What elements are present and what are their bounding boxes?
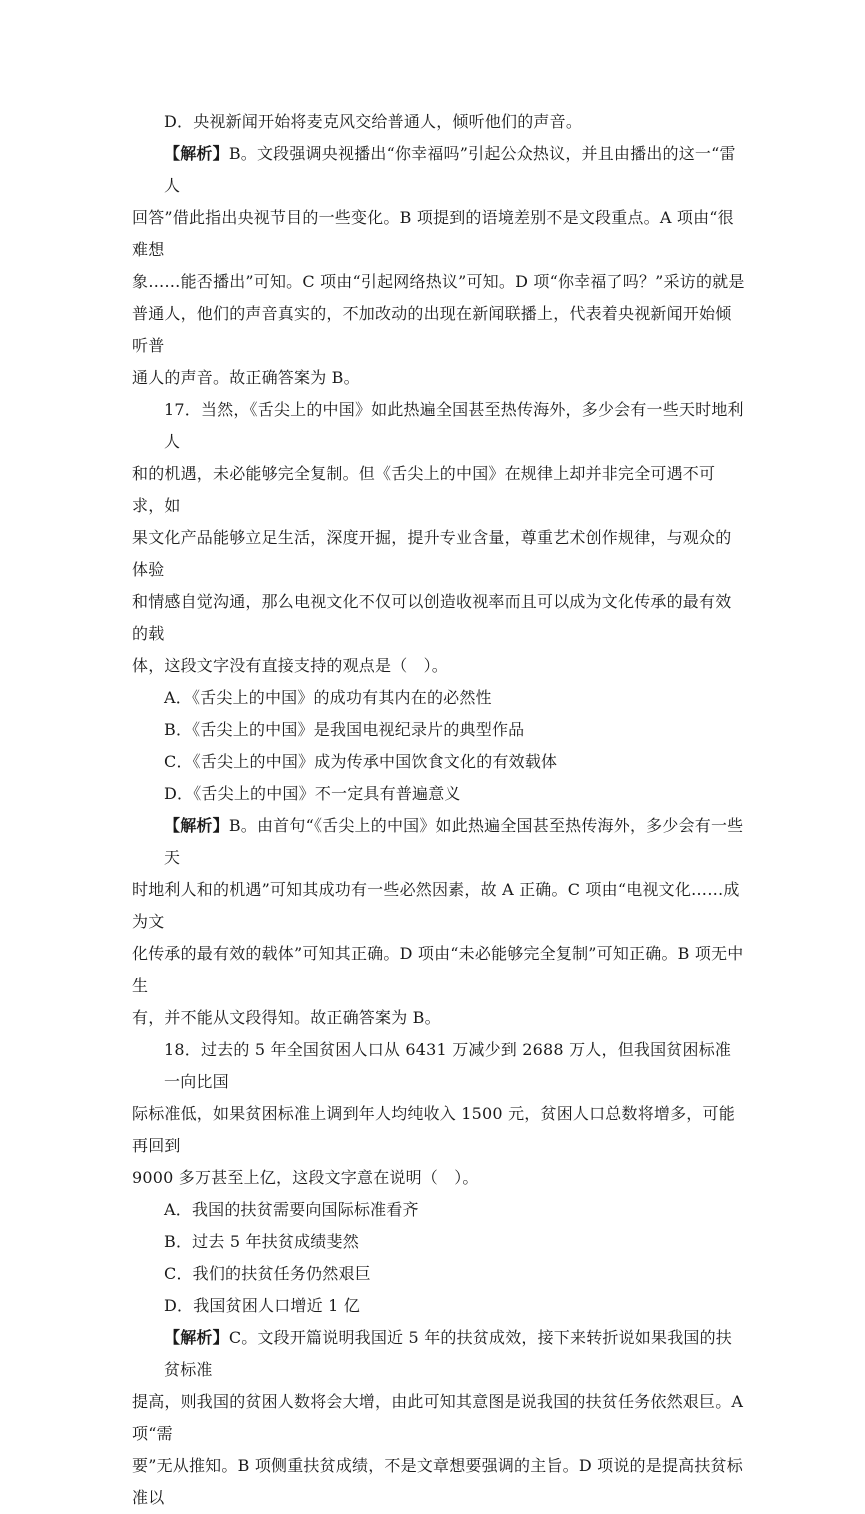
question-line: 体，这段文字没有直接支持的观点是（ ）。 [132,656,449,675]
option-text: D．《舌尖上的中国》不一定具有普遍意义 [164,784,461,803]
answer-option [132,1194,745,1226]
option-text: D．我国贫困人口增近 1 亿 [164,1296,360,1315]
analysis-line: 有，并不能从文段得知。故正确答案为 B。 [132,1008,441,1027]
analysis-line: 提高，则我国的贫困人数将会大增，由此可知其意图是说我国的扶贫任务依然艰巨。A 项“需 [132,1392,749,1443]
answer-option [132,714,745,746]
option-text: D．央视新闻开始将麦克风交给普通人，倾听他们的声音。 [164,112,583,131]
question [132,1034,745,1194]
question-line: 和情感自觉沟通，那么电视文化不仅可以创造收视率而且可以成为文化传承的最有效的载 [132,592,732,643]
analysis-tag: 【解析】 [164,1328,229,1347]
analysis-line [132,1322,745,1386]
analysis-text: B。由首句“《舌尖上的中国》如此热遍全国甚至热传海外，多少会有一些天 [164,816,744,867]
option-text: C．《舌尖上的中国》成为传承中国饮食文化的有效载体 [164,752,558,771]
analysis-line: 回答”借此指出央视节目的一些变化。B 项提到的语境差别不是文段重点。A 项由“很难想 [132,208,734,259]
question [132,394,745,682]
answer-option [132,746,745,778]
document-body [132,106,749,1514]
analysis-line: 象……能否播出”可知。C 项由“引起网络热议”可知。D 项“你幸福了吗？”采访的就是 [132,272,745,291]
question-line: 际标准低，如果贫困标准上调到年人均纯收入 1500 元，贫困人口总数将增多，可能再回到 [132,1104,735,1155]
option-text: A．《舌尖上的中国》的成功有其内在的必然性 [164,688,492,707]
option-text: B．《舌尖上的中国》是我国电视纪录片的典型作品 [164,720,525,739]
answer-option [132,682,745,714]
answer-option [132,106,745,138]
analysis [132,138,745,394]
option-text: C．我们的扶贫任务仍然艰巨 [164,1264,371,1283]
analysis [132,810,745,1034]
answer-option [132,1226,745,1258]
analysis-tag: 【解析】 [164,144,229,163]
analysis-tag: 【解析】 [164,816,229,835]
option-text: A．我国的扶贫需要向国际标准看齐 [164,1200,419,1219]
analysis-line: 时地利人和的机遇”可知其成功有一些必然因素，故 A 正确。C 项由“电视文化……成为文 [132,880,740,931]
question-line: 和的机遇，未必能够完全复制。但《舌尖上的中国》在规律上却并非完全可遇不可求，如 [132,464,716,515]
question-line: 17．当然，《舌尖上的中国》如此热遍全国甚至热传海外，多少会有一些天时地利人 [164,400,744,451]
question-line: 18．过去的 5 年全国贫困人口从 6431 万减少到 2688 万人，但我国贫困标准一向比国 [164,1040,732,1091]
analysis [132,1322,749,1514]
option-text: B．过去 5 年扶贫成绩斐然 [164,1232,359,1251]
question-line: 果文化产品能够立足生活，深度开掘，提升专业含量，尊重艺术创作规律，与观众的体验 [132,528,732,579]
analysis-line: 通人的声音。故正确答案为 B。 [132,368,360,387]
analysis-line [132,138,745,202]
analysis-line [132,810,745,874]
analysis-text: B。文段强调央视播出“你幸福吗”引起公众热议，并且由播出的这一“雷人 [164,144,736,195]
analysis-line: 要”无从推知。B 项侧重扶贫成绩，不是文章想要强调的主旨。D 项说的是提高扶贫标准以 [132,1456,743,1507]
answer-option [132,1290,745,1322]
answer-option [132,778,745,810]
answer-option [132,1258,745,1290]
analysis-text: C。文段开篇说明我国近 5 年的扶贫成效，接下来转折说如果我国的扶贫标准 [164,1328,733,1379]
question-line: 9000 多万甚至上亿，这段文字意在说明（ ）。 [132,1168,479,1187]
analysis-line: 普通人，他们的声音真实的，不加改动的出现在新闻联播上，代表着央视新闻开始倾听普 [132,304,732,355]
analysis-line: 化传承的最有效的载体”可知其正确。D 项由“未必能够完全复制”可知正确。B 项无中生 [132,944,744,995]
